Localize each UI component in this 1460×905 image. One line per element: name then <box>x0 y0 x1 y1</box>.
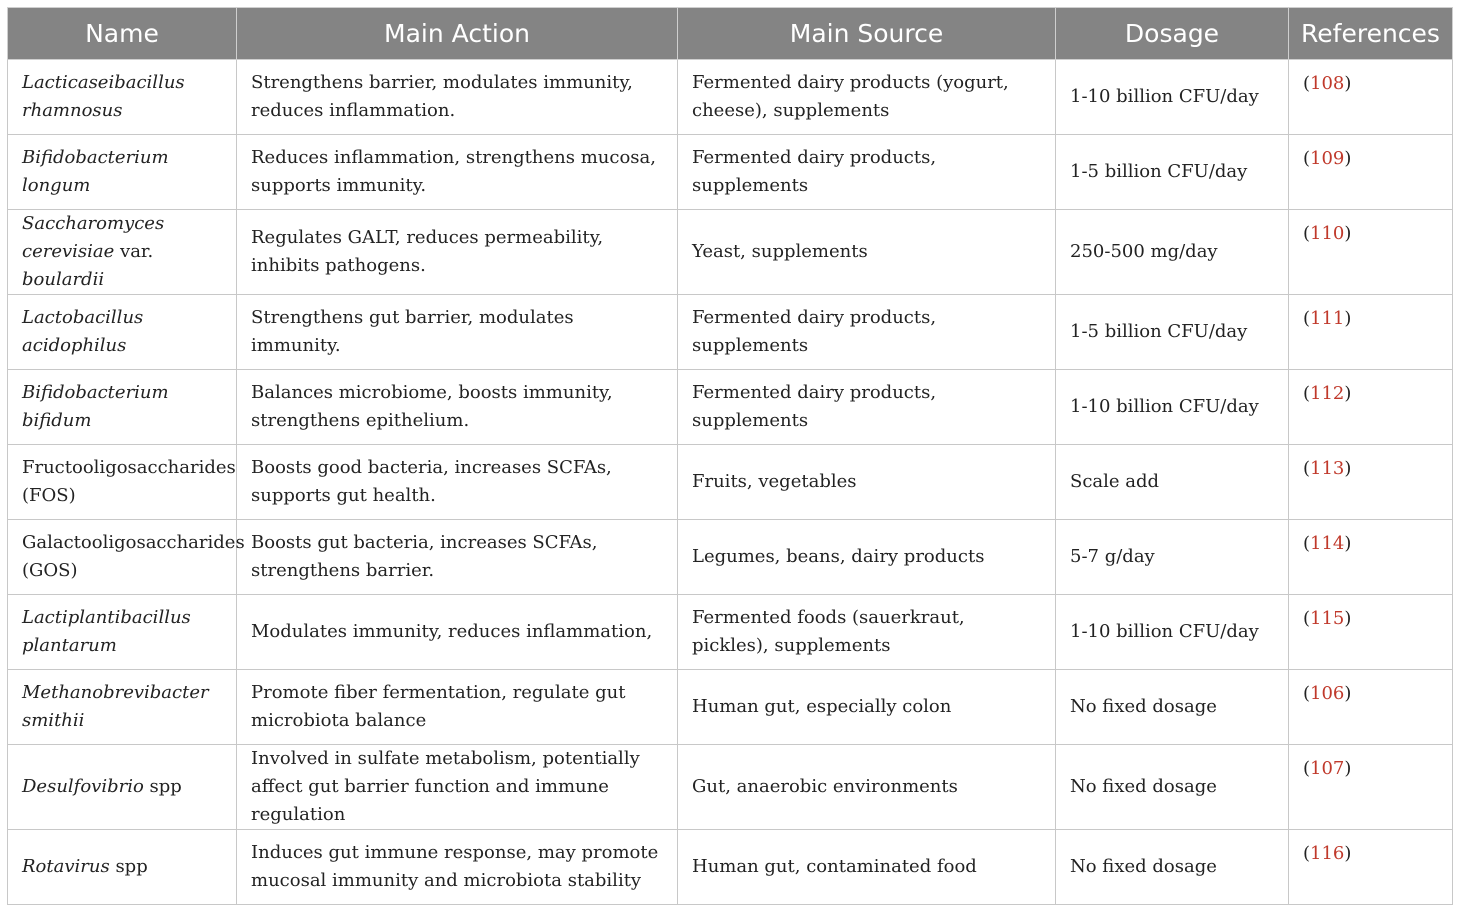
cell-action: Strengthens gut barrier, modulates immunity. <box>237 295 678 370</box>
cell-source: Legumes, beans, dairy products <box>678 520 1056 595</box>
cell-source: Gut, anaerobic environments <box>678 745 1056 830</box>
header-name: Name <box>8 8 237 60</box>
cell-source: Human gut, especially colon <box>678 670 1056 745</box>
name-variety: boulardii <box>22 269 105 290</box>
ref-open: ( <box>1303 223 1311 244</box>
cell-action: Involved in sulfate metabolism, potentially affect gut barrier function and immune regulation <box>237 745 678 830</box>
name-genus: Rotavirus <box>22 856 110 877</box>
header-main-action: Main Action <box>237 8 678 60</box>
cell-action: Boosts gut bacteria, increases SCFAs, strengthens barrier. <box>237 520 678 595</box>
cell-action: Balances microbiome, boosts immunity, strengthens epithelium. <box>237 370 678 445</box>
cell-reference <box>1289 830 1453 905</box>
ref-open: ( <box>1303 383 1311 404</box>
ref-close: ) <box>1344 308 1352 329</box>
reference-link[interactable]: 112 <box>1310 383 1345 404</box>
cell-dosage: 5-7 g/day <box>1056 520 1289 595</box>
ref-open: ( <box>1303 683 1311 704</box>
cell-reference <box>1289 595 1453 670</box>
header-row <box>8 8 1453 60</box>
name-spp: spp <box>143 776 182 797</box>
name-var: var. <box>114 241 154 262</box>
cell-name: Bifidobacterium bifidum <box>8 370 237 445</box>
table-row <box>8 745 1453 830</box>
header-references: References <box>1289 8 1453 60</box>
cell-dosage: No fixed dosage <box>1056 830 1289 905</box>
ref-open: ( <box>1303 73 1311 94</box>
ref-close: ) <box>1344 383 1352 404</box>
cell-reference <box>1289 445 1453 520</box>
ref-close: ) <box>1344 758 1352 779</box>
ref-close: ) <box>1344 683 1352 704</box>
table-row <box>8 445 1453 520</box>
ref-close: ) <box>1344 843 1352 864</box>
ref-open: ( <box>1303 308 1311 329</box>
cell-dosage: Scale add <box>1056 445 1289 520</box>
ref-close: ) <box>1344 608 1352 629</box>
cell-source: Human gut, contaminated food <box>678 830 1056 905</box>
cell-action: Regulates GALT, reduces permeability, inhibits pathogens. <box>237 210 678 295</box>
cell-source: Fermented dairy products, supplements <box>678 370 1056 445</box>
reference-link[interactable]: 106 <box>1310 683 1345 704</box>
cell-reference <box>1289 670 1453 745</box>
cell-source: Fermented dairy products, supplements <box>678 295 1056 370</box>
cell-source: Yeast, supplements <box>678 210 1056 295</box>
ref-open: ( <box>1303 458 1311 479</box>
ref-close: ) <box>1344 223 1352 244</box>
ref-close: ) <box>1344 458 1352 479</box>
reference-link[interactable]: 115 <box>1310 608 1345 629</box>
reference-link[interactable]: 116 <box>1310 843 1345 864</box>
cell-action: Reduces inflammation, strengthens mucosa, supports immunity. <box>237 135 678 210</box>
reference-link[interactable]: 114 <box>1310 533 1345 554</box>
cell-source: Fruits, vegetables <box>678 445 1056 520</box>
cell-dosage: No fixed dosage <box>1056 745 1289 830</box>
cell-name: Lactobacillus acidophilus <box>8 295 237 370</box>
ref-open: ( <box>1303 148 1311 169</box>
name-genus: Desulfovibrio <box>22 776 144 797</box>
ref-open: ( <box>1303 758 1311 779</box>
cell-dosage: 1-5 billion CFU/day <box>1056 135 1289 210</box>
cell-name <box>8 830 237 905</box>
cell-dosage: 1-10 billion CFU/day <box>1056 60 1289 135</box>
cell-dosage: 1-10 billion CFU/day <box>1056 370 1289 445</box>
table-row <box>8 295 1453 370</box>
probiotics-table <box>7 7 1453 905</box>
cell-name <box>8 210 237 295</box>
cell-source: Fermented dairy products, supplements <box>678 135 1056 210</box>
cell-source: Fermented dairy products (yogurt, cheese), supplements <box>678 60 1056 135</box>
cell-source: Fermented foods (sauerkraut, pickles), supplements <box>678 595 1056 670</box>
cell-dosage: No fixed dosage <box>1056 670 1289 745</box>
cell-name: Galactooligosaccharides (GOS) <box>8 520 237 595</box>
cell-action: Induces gut immune response, may promote mucosal immunity and microbiota stability <box>237 830 678 905</box>
cell-dosage: 1-5 billion CFU/day <box>1056 295 1289 370</box>
cell-name: Lactiplantibacillus plantarum <box>8 595 237 670</box>
cell-reference <box>1289 745 1453 830</box>
table-row <box>8 595 1453 670</box>
cell-action: Strengthens barrier, modulates immunity, reduces inflammation. <box>237 60 678 135</box>
cell-name <box>8 745 237 830</box>
table-row <box>8 135 1453 210</box>
ref-open: ( <box>1303 533 1311 554</box>
reference-link[interactable]: 108 <box>1310 73 1345 94</box>
table-row <box>8 370 1453 445</box>
cell-name: Fructooligosaccharides (FOS) <box>8 445 237 520</box>
reference-link[interactable]: 113 <box>1310 458 1345 479</box>
table-row <box>8 210 1453 295</box>
ref-close: ) <box>1344 73 1352 94</box>
cell-reference <box>1289 295 1453 370</box>
name-species: Saccharomyces cerevisiae <box>22 213 165 262</box>
reference-link[interactable]: 111 <box>1310 308 1345 329</box>
cell-action: Promote fiber fermentation, regulate gut microbiota balance <box>237 670 678 745</box>
cell-reference <box>1289 370 1453 445</box>
ref-close: ) <box>1344 533 1352 554</box>
cell-reference <box>1289 520 1453 595</box>
header-main-source: Main Source <box>678 8 1056 60</box>
table-row <box>8 520 1453 595</box>
cell-action: Boosts good bacteria, increases SCFAs, supports gut health. <box>237 445 678 520</box>
ref-open: ( <box>1303 608 1311 629</box>
reference-link[interactable]: 109 <box>1310 148 1345 169</box>
cell-name: Lacticaseibacillus rhamnosus <box>8 60 237 135</box>
cell-dosage: 1-10 billion CFU/day <box>1056 595 1289 670</box>
cell-name: Methanobrevibacter smithii <box>8 670 237 745</box>
cell-reference <box>1289 135 1453 210</box>
cell-action: Modulates immunity, reduces inflammation, <box>237 595 678 670</box>
table-row <box>8 830 1453 905</box>
cell-name: Bifidobacterium longum <box>8 135 237 210</box>
cell-dosage: 250-500 mg/day <box>1056 210 1289 295</box>
ref-close: ) <box>1344 148 1352 169</box>
cell-reference <box>1289 60 1453 135</box>
name-spp: spp <box>109 856 148 877</box>
reference-link[interactable]: 110 <box>1310 223 1345 244</box>
table-row <box>8 60 1453 135</box>
cell-reference <box>1289 210 1453 295</box>
header-dosage: Dosage <box>1056 8 1289 60</box>
ref-open: ( <box>1303 843 1311 864</box>
reference-link[interactable]: 107 <box>1310 758 1345 779</box>
table-row <box>8 670 1453 745</box>
